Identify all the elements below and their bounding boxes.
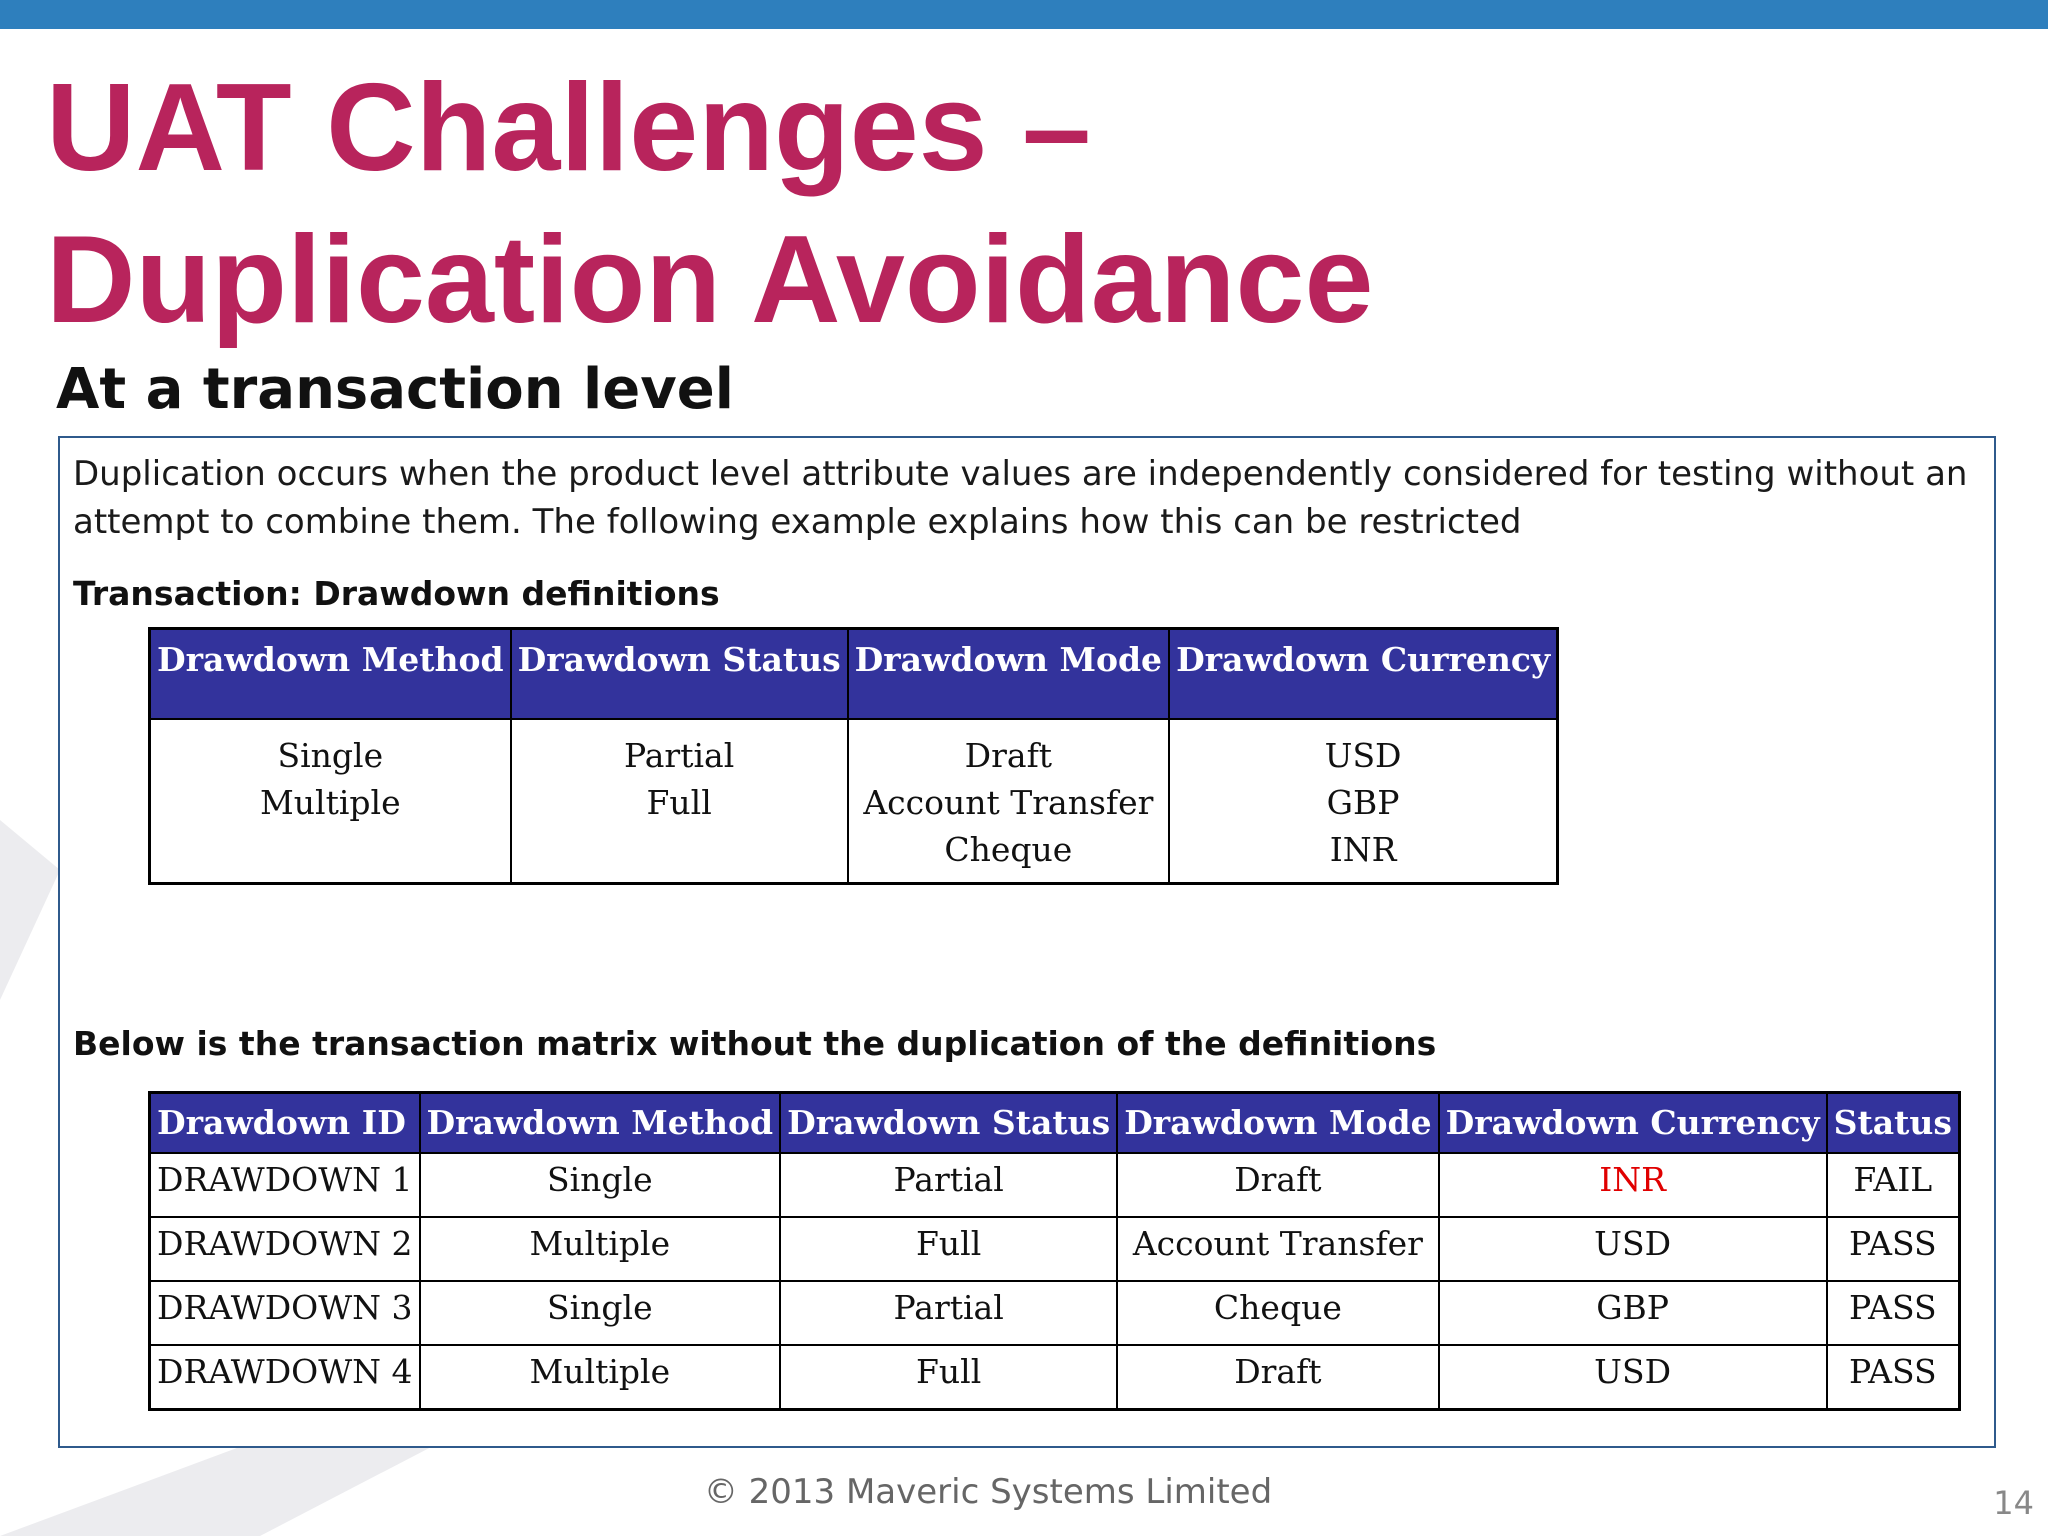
definitions-header-cell: Drawdown Method	[150, 629, 511, 720]
drawdown-method-cell: Single	[420, 1153, 781, 1217]
definitions-label: Transaction: Drawdown definitions	[73, 574, 720, 613]
slide-title-line-2: Duplication Avoidance	[46, 211, 1374, 349]
slide-title	[46, 52, 1846, 356]
drawdown-status-cell: Full	[780, 1217, 1117, 1281]
intro-paragraph: Duplication occurs when the product level attribute values are independently considered for testing without an attempt to combine them. The following example explains how this can be restricted	[73, 454, 1968, 542]
test-result-cell: FAIL	[1827, 1153, 1960, 1217]
drawdown-currency-cell: USD	[1439, 1217, 1827, 1281]
definitions-status-cell	[511, 719, 848, 884]
drawdown-mode-cell: Account Transfer	[1117, 1217, 1438, 1281]
table-row	[150, 1345, 1960, 1410]
drawdown-status-cell: Partial	[780, 1281, 1117, 1345]
definitions-mode-cell	[848, 719, 1169, 884]
drawdown-id-cell: DRAWDOWN 3	[150, 1281, 420, 1345]
slide-title-line-1: UAT Challenges –	[46, 59, 1092, 197]
drawdown-status-cell: Partial	[780, 1153, 1117, 1217]
definitions-header-cell: Drawdown Mode	[848, 629, 1169, 720]
definitions-values-row	[150, 719, 1558, 884]
definitions-value: GBP	[1326, 783, 1400, 822]
transaction-matrix-table	[148, 1091, 1961, 1411]
drawdown-mode-cell: Cheque	[1117, 1281, 1438, 1345]
drawdown-mode-cell: Draft	[1117, 1153, 1438, 1217]
matrix-label: Below is the transaction matrix without the duplication of the definitions	[73, 1024, 1437, 1063]
drawdown-id-cell: DRAWDOWN 4	[150, 1345, 420, 1410]
drawdown-id-cell: DRAWDOWN 2	[150, 1217, 420, 1281]
drawdown-mode-cell: Draft	[1117, 1345, 1438, 1410]
drawdown-id-cell: DRAWDOWN 1	[150, 1153, 420, 1217]
drawdown-currency-cell: GBP	[1439, 1281, 1827, 1345]
test-result-cell: PASS	[1827, 1281, 1960, 1345]
definitions-value: Account Transfer	[863, 783, 1154, 822]
definitions-value: Cheque	[944, 830, 1073, 869]
drawdown-method-cell: Single	[420, 1281, 781, 1345]
test-result-cell: PASS	[1827, 1345, 1960, 1410]
matrix-header-cell: Status	[1827, 1093, 1960, 1154]
definitions-header-row	[150, 629, 1558, 720]
drawdown-status-cell: Full	[780, 1345, 1117, 1410]
definitions-header-cell: Drawdown Status	[511, 629, 848, 720]
copyright-footer: © 2013 Maveric Systems Limited	[703, 1472, 1273, 1512]
definitions-header-cell: Drawdown Currency	[1169, 629, 1558, 720]
definitions-value: Partial	[624, 736, 735, 775]
matrix-header-cell: Drawdown Status	[780, 1093, 1117, 1154]
test-result-cell: PASS	[1827, 1217, 1960, 1281]
matrix-header-cell: Drawdown ID	[150, 1093, 420, 1154]
matrix-header-cell: Drawdown Mode	[1117, 1093, 1438, 1154]
table-row	[150, 1217, 1960, 1281]
definitions-value: Multiple	[260, 783, 401, 822]
matrix-header-row	[150, 1093, 1960, 1154]
drawdown-method-cell: Multiple	[420, 1217, 781, 1281]
definitions-value: Single	[277, 736, 384, 775]
definitions-value: USD	[1324, 736, 1402, 775]
definitions-table	[148, 627, 1559, 885]
table-row	[150, 1153, 1960, 1217]
matrix-header-cell: Drawdown Currency	[1439, 1093, 1827, 1154]
definitions-method-cell	[150, 719, 511, 884]
slide-subtitle: At a transaction level	[56, 357, 734, 422]
definitions-value: Full	[646, 783, 712, 822]
definitions-currency-cell	[1169, 719, 1558, 884]
table-row	[150, 1281, 1960, 1345]
drawdown-method-cell: Multiple	[420, 1345, 781, 1410]
drawdown-currency-cell: USD	[1439, 1345, 1827, 1410]
matrix-header-cell: Drawdown Method	[420, 1093, 781, 1154]
definitions-value: Draft	[964, 736, 1053, 775]
page-number: 14	[1993, 1484, 2034, 1522]
definitions-value: INR	[1329, 830, 1397, 869]
drawdown-currency-cell: INR	[1439, 1153, 1827, 1217]
